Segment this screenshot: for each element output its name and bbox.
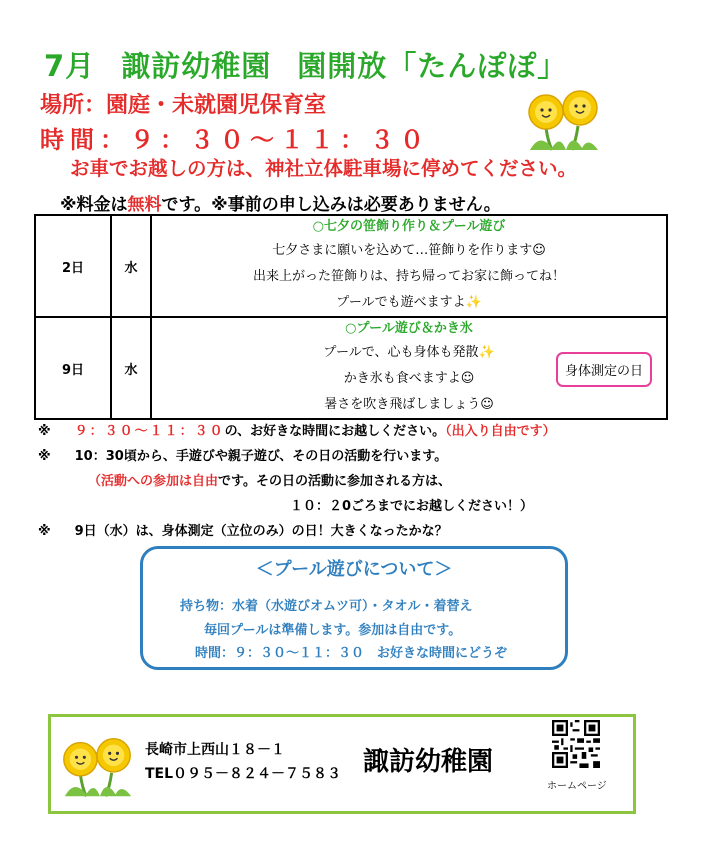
- day-cell: 9日: [35, 317, 111, 419]
- pool-items: 持ち物：水着（水遊びオムツ可）・タオル・着替え: [180, 599, 473, 614]
- title-month: 7月: [44, 49, 96, 83]
- schedule-table: [34, 214, 668, 420]
- pool-title: ＜プール遊びについて＞: [255, 559, 453, 580]
- table-row: [35, 215, 667, 317]
- weekday-cell: 水: [111, 215, 151, 317]
- title-event: 園開放「たんぽぽ」: [297, 49, 568, 83]
- footer-address: 長崎市上西山１８－１: [145, 742, 285, 758]
- note-arrival: １０：２0ごろまでにお越しください！）: [290, 499, 534, 514]
- activity-line: 出来上がった笹飾りは、持ち帰ってお家に飾ってね！: [252, 269, 565, 284]
- day-cell: 2日: [35, 215, 111, 317]
- note-participation: （活動への参加は自由です。その日の活動に参加される方は、: [88, 474, 451, 489]
- activity-cell: [151, 215, 667, 317]
- activity-cell: [151, 317, 667, 419]
- fee-notice: ※料金は無料です。※事前の申し込みは必要ありません。: [60, 195, 501, 215]
- pool-prepared: 毎回プールは準備します。参加は自由です。: [204, 623, 462, 638]
- activity-line: 暑さを吹き飛ばしましょう☺: [324, 397, 494, 412]
- activity-title: ○七夕の笹飾り作り＆プール遊び: [312, 219, 506, 234]
- measurement-badge: 身体測定の日: [556, 352, 652, 387]
- pool-time: 時間：９：３０～１１：３０ お好きな時間にどうぞ: [195, 646, 508, 661]
- note-measurement: ※ 9日（水）は、身体測定（立位のみ）の日！大きくなったかな？: [38, 524, 448, 539]
- table-row: [35, 317, 667, 419]
- activity-line: プールで、心も身体も発散✨: [323, 345, 495, 360]
- pool-info-box: [140, 546, 568, 670]
- parking-notice: お車でお越しの方は、神社立体駐車場に停めてください。: [70, 157, 578, 180]
- activity-line: 七夕さまに願いを込めて…笹飾りを作ります☺: [272, 243, 546, 258]
- page-title: [44, 44, 593, 85]
- activity-title: ○プール遊び＆かき氷: [345, 321, 473, 336]
- activity-line: プールでも遊べますよ✨: [336, 295, 482, 310]
- note-open-time: ※ ９：３０～１１：３０の、お好きな時間にお越しください。（出入り自由です）: [38, 424, 556, 439]
- place-text: 場所：園庭・未就園児保育室: [40, 93, 327, 118]
- time-text: 時間：９：３０～１１：３０: [40, 126, 430, 154]
- weekday-cell: 水: [111, 317, 151, 419]
- footer-tel: TEL０９５－８２４－７５８３: [145, 766, 342, 782]
- qr-code-icon[interactable]: [552, 720, 600, 768]
- dandelion-icon: [522, 88, 604, 154]
- title-school: 諏訪幼稚園: [121, 49, 272, 83]
- fee-free: 無料: [127, 195, 162, 215]
- dandelion-icon: [57, 735, 137, 801]
- homepage-label: ホームページ: [547, 781, 607, 792]
- note-activities: ※ 10：30頃から、手遊びや親子遊び、その日の活動を行います。: [38, 449, 448, 464]
- activity-line: かき氷も食べますよ☺: [343, 371, 475, 386]
- footer-box: [48, 714, 636, 814]
- footer-school-name: 諏訪幼稚園: [363, 747, 494, 777]
